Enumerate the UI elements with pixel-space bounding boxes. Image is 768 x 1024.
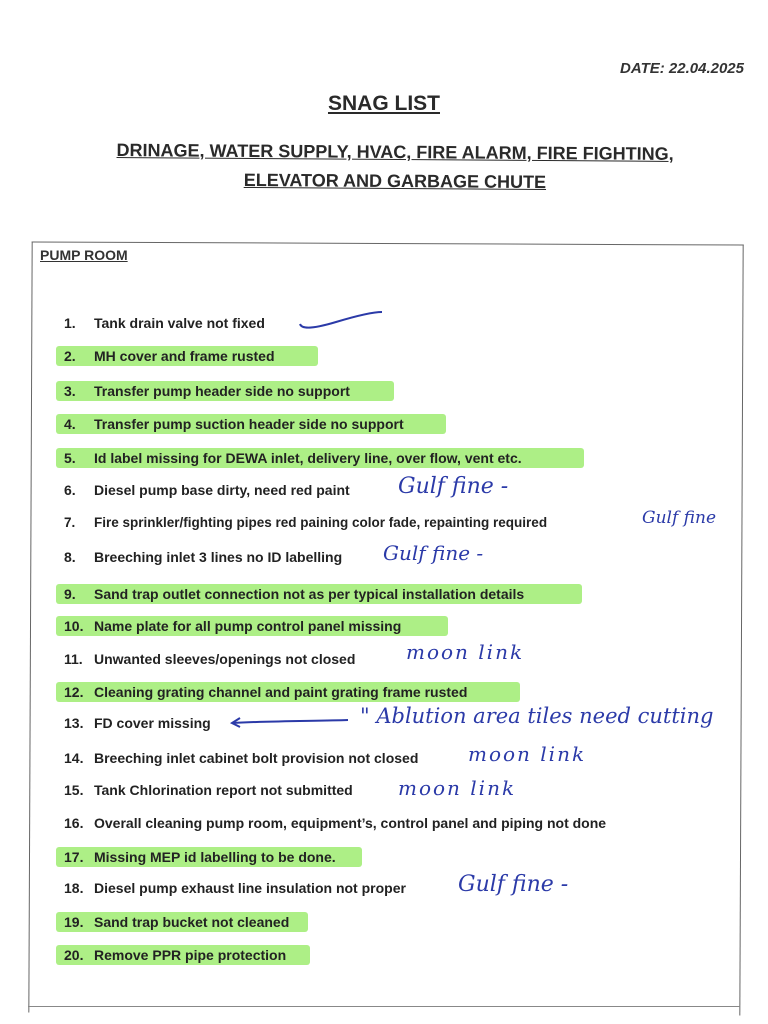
checkmark-stroke-item1 <box>296 308 386 332</box>
handwritten-note-item8: Gulf fine - <box>383 541 484 565</box>
item-number: 4. <box>64 416 76 432</box>
item-text: Remove PPR pipe protection <box>94 947 287 963</box>
list-item <box>60 480 350 500</box>
item-number: 8. <box>64 549 76 565</box>
document-title: SNAG LIST <box>327 92 440 115</box>
handwritten-note-item14: moon link <box>468 742 587 766</box>
subtitle-line-1: DRINAGE, WATER SUPPLY, HVAC, FIRE ALARM, FIRE FIGHTING, <box>116 140 674 164</box>
item-text: Missing MEP id labelling to be done. <box>94 849 336 865</box>
section-heading-pump-room: PUMP ROOM <box>40 247 128 263</box>
subtitle-line-2: ELEVATOR AND GARBAGE CHUTE <box>243 169 547 193</box>
handwritten-note-item7: Gulf fine <box>642 508 717 528</box>
item-text: Sand trap outlet connection not as per typical installation details <box>94 586 525 602</box>
item-text: MH cover and frame rusted <box>94 348 275 364</box>
list-item <box>60 780 353 800</box>
handwritten-note-item6: Gulf fine - <box>398 474 509 499</box>
list-item <box>60 682 467 702</box>
item-text: Transfer pump header side no support <box>94 383 350 399</box>
list-item <box>60 313 265 333</box>
handwritten-note-item13: " Ablution area tiles need cutting <box>360 704 714 728</box>
document-subtitle <box>50 136 740 199</box>
list-item <box>60 414 404 434</box>
list-item <box>60 616 401 636</box>
document-date: DATE: 22.04.2025 <box>620 60 744 77</box>
list-item <box>60 847 336 867</box>
item-text: Diesel pump exhaust line insulation not proper <box>94 880 406 896</box>
item-text: Tank drain valve not fixed <box>94 315 265 331</box>
item-number: 17. <box>64 849 84 865</box>
item-number: 14. <box>64 750 84 766</box>
item-number: 9. <box>64 586 76 602</box>
item-number: 15. <box>64 782 84 798</box>
item-text: Id label missing for DEWA inlet, delivery line, over flow, vent etc. <box>94 450 522 466</box>
item-text: Diesel pump base dirty, need red paint <box>94 482 350 498</box>
item-number: 20. <box>64 947 84 963</box>
item-text: Overall cleaning pump room, equipment’s, control panel and piping not done <box>94 815 607 831</box>
frame-bottom-rule <box>28 1006 740 1007</box>
item-number: 5. <box>64 450 76 466</box>
item-text: Cleaning grating channel and paint grating frame rusted <box>94 684 468 700</box>
arrow-stroke-item13 <box>228 712 352 732</box>
item-number: 16. <box>64 815 84 831</box>
item-text: Transfer pump suction header side no support <box>94 416 404 432</box>
handwritten-note-item11: moon link <box>406 640 525 664</box>
handwritten-note-item15: moon link <box>398 776 517 800</box>
item-number: 2. <box>64 348 76 364</box>
item-number: 18. <box>64 880 84 896</box>
item-number: 7. <box>64 515 76 530</box>
list-item <box>60 448 522 468</box>
item-number: 10. <box>64 618 84 634</box>
list-item <box>60 547 342 567</box>
item-number: 1. <box>64 315 76 331</box>
item-text: Fire sprinkler/fighting pipes red paining color fade, repainting required <box>94 515 548 530</box>
item-number: 12. <box>64 684 84 700</box>
handwritten-note-item18: Gulf fine - <box>458 872 569 897</box>
list-item <box>60 813 606 833</box>
list-item <box>60 945 286 965</box>
item-text: Name plate for all pump control panel missing <box>94 618 402 634</box>
item-number: 13. <box>64 715 84 731</box>
item-text: Breeching inlet 3 lines no ID labelling <box>94 549 343 565</box>
list-item <box>60 381 350 401</box>
list-item <box>60 649 355 669</box>
item-number: 19. <box>64 914 84 930</box>
item-number: 3. <box>64 383 76 399</box>
item-text: Breeching inlet cabinet bolt provision not closed <box>94 750 419 766</box>
list-item <box>60 912 289 932</box>
list-item <box>60 584 524 604</box>
item-text: FD cover missing <box>94 715 211 731</box>
item-number: 11. <box>64 651 83 667</box>
list-item <box>60 346 275 366</box>
item-text: Tank Chlorination report not submitted <box>94 782 353 798</box>
item-text: Sand trap bucket not cleaned <box>94 914 290 930</box>
item-text: Unwanted sleeves/openings not closed <box>94 651 356 667</box>
list-item <box>60 748 418 768</box>
list-item <box>60 713 211 733</box>
list-item <box>60 878 406 898</box>
list-item <box>60 513 547 533</box>
item-number: 6. <box>64 482 76 498</box>
